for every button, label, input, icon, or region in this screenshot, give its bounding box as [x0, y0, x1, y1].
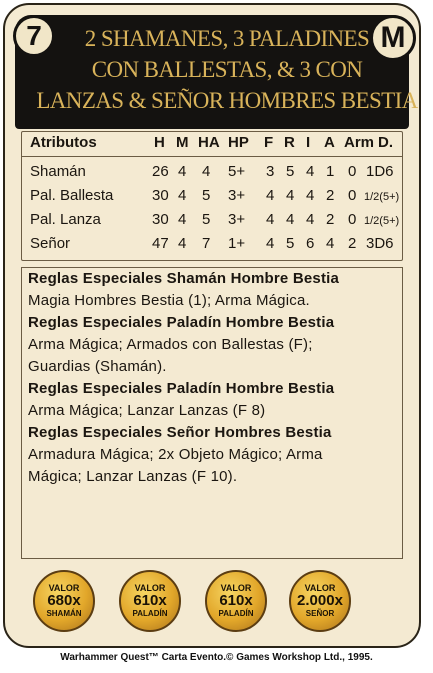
coin-who: PALADÍN [132, 609, 168, 618]
row-d: 1/2(5+) [364, 215, 400, 227]
coin-who: SHAMÁN [46, 609, 82, 618]
row-f: 4 [266, 187, 275, 204]
row-i: 4 [306, 211, 315, 228]
stats-row-senor [22, 232, 402, 256]
rules-heading: Reglas Especiales Paladín Hombre Bestia [28, 380, 335, 397]
row-m: 4 [178, 163, 187, 180]
row-arm: 0 [348, 211, 357, 228]
rules-text: Magia Hombres Bestia (1); Arma Mágica. [28, 292, 310, 309]
rules-text: Armadura Mágica; 2x Objeto Mágico; Arma [28, 446, 323, 463]
rules-text: Arma Mágica; Armados con Ballestas (F); [28, 336, 313, 353]
copyright-footer: Warhammer Quest™ Carta Evento.© Games Workshop Ltd., 1995. [60, 652, 373, 663]
row-a: 2 [326, 211, 335, 228]
row-r: 4 [286, 211, 295, 228]
row-h: 47 [152, 235, 169, 252]
row-name: Señor [30, 235, 71, 252]
coin-shaman [33, 570, 95, 632]
col-h: H [154, 134, 165, 151]
row-i: 6 [306, 235, 315, 252]
stats-header-row [22, 132, 402, 157]
col-hp: HP [228, 134, 249, 151]
col-f: F [264, 134, 274, 151]
coin-label: VALOR [134, 583, 166, 593]
col-i: I [306, 134, 311, 151]
row-hp: 5+ [228, 163, 246, 180]
rules-heading: Reglas Especiales Señor Hombres Bestia [28, 424, 332, 441]
row-m: 4 [178, 187, 187, 204]
coin-label: VALOR [220, 583, 252, 593]
rules-block-senor [22, 422, 402, 488]
card-header [15, 15, 418, 129]
col-arm: Arm [344, 134, 375, 151]
row-f: 3 [266, 163, 275, 180]
row-f: 4 [266, 235, 275, 252]
coin-value: 610x [133, 592, 167, 609]
row-ha: 7 [202, 235, 211, 252]
row-ha: 4 [202, 163, 211, 180]
coin-label: VALOR [48, 583, 80, 593]
coin-paladin-2 [205, 570, 267, 632]
title-line-3: LANZAS & SEÑOR HOMBRES BESTIA [36, 88, 418, 113]
card-title [36, 23, 418, 113]
row-d: 3D6 [366, 235, 394, 252]
special-rules [21, 267, 403, 559]
row-d: 1/2(5+) [364, 191, 400, 203]
type-badge: M [370, 15, 416, 61]
rules-block-paladin-ballesta [22, 312, 402, 378]
row-hp: 3+ [228, 211, 246, 228]
row-name: Pal. Ballesta [30, 187, 114, 204]
row-a: 1 [326, 163, 335, 180]
coin-who: PALADÍN [218, 609, 254, 618]
col-d: D. [378, 134, 393, 151]
row-i: 4 [306, 163, 315, 180]
row-name: Pal. Lanza [30, 211, 101, 228]
row-r: 4 [286, 187, 295, 204]
row-name: Shamán [30, 163, 86, 180]
row-i: 4 [306, 187, 315, 204]
row-ha: 5 [202, 187, 211, 204]
coin-paladin-1 [119, 570, 181, 632]
row-hp: 3+ [228, 187, 246, 204]
coin-value: 2.000x [297, 592, 343, 609]
row-a: 4 [326, 235, 335, 252]
row-a: 2 [326, 187, 335, 204]
rules-text: Arma Mágica; Lanzar Lanzas (F 8) [28, 402, 266, 419]
stats-row-pal-ballesta [22, 184, 402, 208]
event-card [3, 3, 421, 648]
col-r: R [284, 134, 295, 151]
rules-heading: Reglas Especiales Shamán Hombre Bestia [28, 270, 340, 287]
stats-row-shaman [22, 160, 402, 184]
row-arm: 2 [348, 235, 357, 252]
row-h: 26 [152, 163, 169, 180]
coin-senor [289, 570, 351, 632]
col-ha: HA [198, 134, 220, 151]
row-r: 5 [286, 235, 295, 252]
row-d: 1D6 [366, 163, 394, 180]
stats-row-pal-lanza [22, 208, 402, 232]
row-m: 4 [178, 235, 187, 252]
row-arm: 0 [348, 187, 357, 204]
rules-text: Guardias (Shamán). [28, 358, 167, 375]
row-arm: 0 [348, 163, 357, 180]
coin-label: VALOR [304, 583, 336, 593]
row-ha: 5 [202, 211, 211, 228]
level-badge: 7 [13, 15, 55, 57]
row-hp: 1+ [228, 235, 246, 252]
stats-table [21, 131, 403, 261]
coin-value: 610x [219, 592, 253, 609]
row-m: 4 [178, 211, 187, 228]
col-m: M [176, 134, 189, 151]
value-coins [33, 570, 393, 630]
row-r: 5 [286, 163, 295, 180]
coin-who: SEÑOR [305, 609, 335, 618]
row-h: 30 [152, 211, 169, 228]
rules-heading: Reglas Especiales Paladín Hombre Bestia [28, 314, 335, 331]
row-f: 4 [266, 211, 275, 228]
title-line-2: CON BALLESTAS, & 3 CON [91, 57, 363, 82]
rules-block-paladin-lanza [22, 378, 402, 422]
col-a: A [324, 134, 335, 151]
title-line-1: 2 SHAMANES, 3 PALADINES [84, 26, 370, 51]
coin-value: 680x [47, 592, 81, 609]
rules-block-shaman [22, 268, 402, 312]
row-h: 30 [152, 187, 169, 204]
col-atributos: Atributos [30, 134, 97, 151]
rules-text: Mágica; Lanzar Lanzas (F 10). [28, 468, 238, 485]
